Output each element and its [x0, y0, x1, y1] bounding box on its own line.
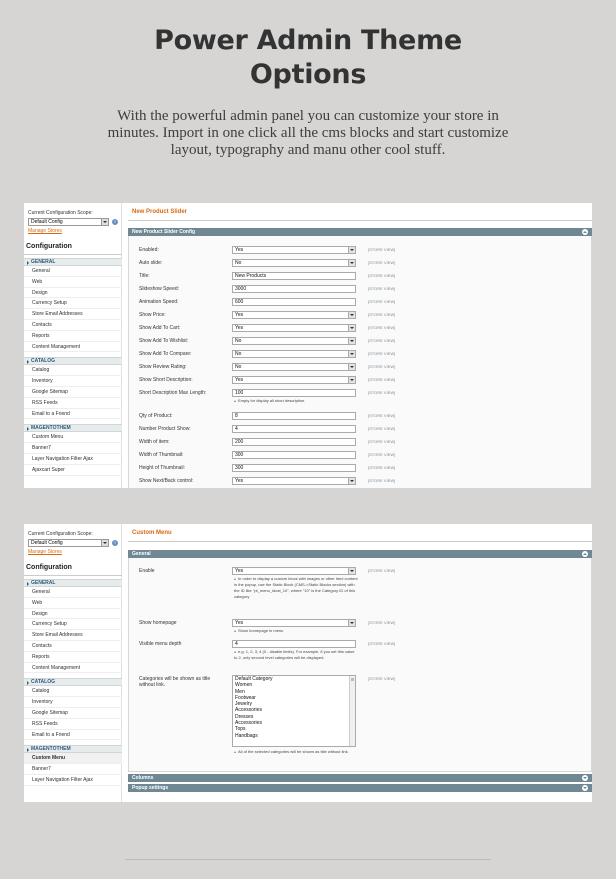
sidebar-section-magentothem[interactable]: MAGENTOTHEM — [24, 424, 122, 432]
scope-tag: [STORE VIEW] — [368, 439, 396, 444]
field-label: Visible menu depth — [139, 641, 182, 647]
hero-title-line1: Power Admin Theme — [154, 25, 462, 56]
chevron-down-icon — [348, 325, 355, 331]
chevron-down-icon — [348, 338, 355, 344]
scope-tag: [STORE VIEW] — [368, 273, 396, 278]
sidebar-item-general[interactable]: General — [24, 266, 122, 277]
sidebar-item-web[interactable]: Web — [24, 277, 122, 288]
field-label: Show homepage — [139, 620, 177, 626]
field-input[interactable] — [232, 285, 356, 293]
field-row — [129, 272, 591, 282]
scope-tag: [STORE VIEW] — [368, 286, 396, 291]
expand-icon[interactable] — [582, 775, 588, 781]
config-main — [128, 203, 592, 488]
field-select[interactable] — [232, 311, 356, 319]
chevron-down-icon — [348, 312, 355, 318]
field-select[interactable] — [232, 259, 356, 267]
scope-tag: [STORE VIEW] — [368, 620, 396, 625]
scope-tag: [STORE VIEW] — [368, 426, 396, 431]
chevron-down-icon — [348, 351, 355, 357]
sidebar-section-general[interactable]: GENERAL — [24, 258, 122, 266]
sidebar-section-catalog[interactable]: CATALOG — [24, 678, 122, 686]
scope-label: Current Configuration Scope: — [28, 210, 93, 216]
field-row — [129, 298, 591, 308]
field-row — [129, 464, 591, 474]
sidebar-item-catalog[interactable]: Catalog — [24, 365, 122, 376]
hero-subtitle: With the powerful admin panel you can customize your store in minutes. Import in one click all the cms blocks and start customize layout, typography and manu other cool stuff. — [107, 108, 509, 158]
category-option[interactable]: Jewelry — [235, 701, 252, 708]
sidebar-item-catalog[interactable]: Catalog — [24, 686, 122, 697]
field-label: Slideshow Speed: — [139, 286, 180, 292]
field-row — [129, 337, 591, 347]
configuration-heading: Configuration — [24, 243, 122, 255]
field-label: Show Add To Compare: — [139, 351, 192, 357]
field-value: 3000 — [235, 286, 247, 292]
chevron-down-icon — [348, 478, 355, 484]
field-select[interactable] — [232, 363, 356, 371]
chevron-down-icon — [101, 540, 108, 546]
depth-note: ▴ e.g. 1, 2, 3, 4 (0 - disable limits). For example, if you set this value to 2, only second level categories will be displayed. — [234, 649, 358, 661]
section-header-new-product-slider-config[interactable] — [128, 228, 592, 236]
homepage-select[interactable] — [232, 619, 356, 627]
field-value: No — [235, 364, 242, 370]
field-value: 300 — [235, 465, 244, 471]
field-label: Qty of Product: — [139, 413, 173, 419]
field-label: Show Short Description: — [139, 377, 193, 383]
homepage-note: ▴ Show homepage in menu — [234, 628, 358, 634]
field-select[interactable] — [232, 477, 356, 485]
section-header-label: New Product Slider Config — [132, 229, 196, 235]
field-row — [129, 324, 591, 334]
field-label: Enabled: — [139, 247, 159, 253]
field-label: Show Next/Back control: — [139, 478, 194, 484]
help-icon[interactable]: ? — [113, 219, 117, 224]
field-row-show-homepage — [129, 619, 591, 629]
field-value: Yes — [235, 312, 244, 318]
footer-divider — [125, 859, 491, 860]
scope-tag: [STORE VIEW] — [368, 299, 396, 304]
chevron-down-icon — [348, 620, 355, 626]
scope-tag: [STORE VIEW] — [368, 351, 396, 356]
scope-tag: [STORE VIEW] — [368, 676, 396, 681]
scope-tag: [STORE VIEW] — [368, 312, 396, 317]
section-header-popup-settings[interactable] — [128, 784, 592, 792]
section-body — [128, 558, 592, 772]
field-label: Show Review Rating: — [139, 364, 187, 370]
scope-tag: [STORE VIEW] — [368, 325, 396, 330]
field-select[interactable] — [232, 324, 356, 332]
sidebar-item-layer-navigation[interactable]: Layer Navigation Filter Ajax — [24, 775, 122, 786]
field-input[interactable] — [232, 464, 356, 472]
field-input[interactable] — [232, 272, 356, 280]
sidebar-item-reports[interactable]: Reports — [24, 652, 122, 663]
sidebar-item-content-management[interactable]: Content Management — [24, 663, 122, 674]
field-value: 300 — [235, 452, 244, 458]
field-value: 8 — [235, 413, 238, 419]
sidebar-item-currency-setup[interactable]: Currency Setup — [24, 619, 122, 630]
field-label: Title: — [139, 273, 150, 279]
manage-stores-link[interactable]: Manage Stores — [28, 549, 62, 555]
expand-icon[interactable] — [582, 785, 588, 791]
field-row — [129, 246, 591, 256]
sidebar-item-contacts[interactable]: Contacts — [24, 641, 122, 652]
field-label: Short Description Max Length: — [139, 390, 207, 396]
field-row — [129, 363, 591, 373]
field-value: Yes — [235, 325, 244, 331]
field-input[interactable] — [232, 298, 356, 306]
sidebar-item-contacts[interactable]: Contacts — [24, 320, 122, 331]
section-header-general[interactable] — [128, 550, 592, 558]
section-header-columns[interactable] — [128, 774, 592, 782]
field-label: Show Price: — [139, 312, 166, 318]
chevron-down-icon — [348, 260, 355, 266]
page-title: Custom Menu — [132, 530, 172, 536]
category-option[interactable]: Tops — [235, 726, 246, 733]
scope-tag: [STORE VIEW] — [368, 260, 396, 265]
sidebar-item-content-management[interactable]: Content Management — [24, 342, 122, 353]
category-option[interactable]: Men — [235, 688, 245, 695]
scope-tag: [STORE VIEW] — [368, 413, 396, 418]
chevron-down-icon — [348, 377, 355, 383]
page-title: New Product Slider — [132, 209, 188, 215]
category-option[interactable]: Handbags — [235, 732, 258, 739]
field-row — [129, 350, 591, 360]
sidebar-item-reports[interactable]: Reports — [24, 331, 122, 342]
sidebar-item-ajaxcart-super[interactable]: Ajaxcart Super — [24, 465, 122, 476]
sidebar-item-store-email-addresses[interactable]: Store Email Addresses — [24, 309, 122, 320]
field-row — [129, 311, 591, 321]
sidebar-item-design[interactable]: Design — [24, 288, 122, 299]
scope-tag: [STORE VIEW] — [368, 364, 396, 369]
scope-select-value: Default Config — [31, 540, 63, 546]
field-row — [129, 451, 591, 461]
collapse-icon[interactable] — [582, 551, 588, 557]
sidebar-section-magentothem[interactable]: MAGENTOTHEM — [24, 745, 122, 753]
field-value: New Products — [235, 273, 267, 279]
sidebar-nav — [24, 579, 122, 786]
field-value: 200 — [235, 439, 244, 445]
sidebar-item-email-to-a-friend[interactable]: Email to a Friend — [24, 730, 122, 741]
sidebar-item-banner7[interactable]: Banner7 — [24, 764, 122, 775]
field-value: Yes — [235, 247, 244, 253]
field-label: Show Add To Wishlist: — [139, 338, 189, 344]
field-row — [129, 438, 591, 448]
scope-tag: [STORE VIEW] — [368, 377, 396, 382]
field-value: Yes — [235, 377, 244, 383]
categories-note: ▴ All of the selected categories will be shown as title without link. — [234, 749, 358, 755]
field-label: Categories will be shown as title without link. — [139, 676, 211, 688]
field-input[interactable] — [232, 425, 356, 433]
field-label: Height of Thumbnail: — [139, 465, 186, 471]
scope-select[interactable] — [28, 539, 109, 547]
sidebar-item-banner7[interactable]: Banner7 — [24, 443, 122, 454]
chevron-down-icon — [101, 219, 108, 225]
category-option[interactable]: Women — [235, 682, 253, 689]
sidebar-item-custom-menu[interactable]: Custom Menu — [24, 432, 122, 443]
category-option[interactable]: Default Category — [235, 676, 273, 682]
field-input[interactable] — [232, 438, 356, 446]
chevron-down-icon — [348, 568, 355, 574]
category-option[interactable]: Accessories — [235, 720, 262, 727]
field-value: No — [235, 351, 242, 357]
sidebar-item-google-sitemap[interactable]: Google Sitemap — [24, 708, 122, 719]
sidebar-item-general[interactable]: General — [24, 587, 122, 598]
sidebar-item-inventory[interactable]: Inventory — [24, 376, 122, 387]
sidebar-item-currency-setup[interactable]: Currency Setup — [24, 298, 122, 309]
sidebar-nav — [24, 258, 122, 476]
field-label: Number Product Show: — [139, 426, 191, 432]
field-row — [129, 259, 591, 269]
sidebar-section-catalog[interactable]: CATALOG — [24, 357, 122, 365]
field-value: 4 — [235, 426, 238, 432]
collapse-icon[interactable] — [582, 229, 588, 235]
scope-select[interactable] — [28, 218, 109, 226]
field-value: 100 — [235, 390, 244, 396]
field-select[interactable] — [232, 350, 356, 358]
scope-tag: [STORE VIEW] — [368, 568, 396, 573]
enable-select[interactable] — [232, 567, 356, 575]
field-select[interactable] — [232, 337, 356, 345]
field-select[interactable] — [232, 246, 356, 254]
field-value: No — [235, 338, 242, 344]
menu-depth-input[interactable]: 4 — [232, 640, 356, 648]
field-value: Yes — [235, 478, 244, 484]
field-row-enable — [129, 567, 591, 577]
config-sidebar — [24, 203, 122, 488]
chevron-down-icon — [348, 247, 355, 253]
enable-note: ▴ In order to display a custom block with images or other html content in the popup, use the Static Block (CMS->Static Blocks section) with the ID like "pt_menu_idcat_10", where "10" is the Category ID of this category — [234, 576, 358, 600]
field-input[interactable] — [232, 412, 356, 420]
config-sidebar-2 — [24, 524, 122, 802]
sidebar-item-web[interactable]: Web — [24, 598, 122, 609]
scope-tag: [STORE VIEW] — [368, 478, 396, 483]
field-label: Width of Thumbnail: — [139, 452, 184, 458]
categories-multiselect[interactable] — [232, 675, 356, 747]
field-row — [129, 477, 591, 487]
config-main-2 — [128, 524, 592, 802]
scope-tag: [STORE VIEW] — [368, 247, 396, 252]
sidebar-item-design[interactable]: Design — [24, 609, 122, 620]
hero-title — [0, 24, 616, 92]
field-label: Enable — [139, 568, 155, 574]
category-option[interactable]: Dresses — [235, 713, 254, 720]
configuration-heading: Configuration — [24, 564, 122, 576]
category-option[interactable]: Footwear — [235, 694, 256, 701]
scrollbar[interactable] — [349, 676, 355, 746]
field-input[interactable] — [232, 451, 356, 459]
section-header-label: Columns — [132, 775, 154, 781]
sidebar-section-general[interactable]: GENERAL — [24, 579, 122, 587]
scope-select-value: Default Config — [31, 219, 63, 225]
sidebar-item-email-to-a-friend[interactable]: Email to a Friend — [24, 409, 122, 420]
scope-label: Current Configuration Scope: — [28, 531, 93, 537]
help-icon[interactable]: ? — [113, 540, 117, 545]
field-value: 600 — [235, 299, 244, 305]
field-input[interactable] — [232, 389, 356, 397]
field-row — [129, 389, 591, 399]
field-value: No — [235, 260, 242, 266]
scope-tag: [STORE VIEW] — [368, 338, 396, 343]
sidebar-item-store-email-addresses[interactable]: Store Email Addresses — [24, 630, 122, 641]
hero-title-line2: Options — [249, 59, 367, 90]
field-label: Auto slide: — [139, 260, 163, 266]
scope-tag: [STORE VIEW] — [368, 390, 396, 395]
scope-tag: [STORE VIEW] — [368, 452, 396, 457]
admin-screenshot-custom-menu — [24, 524, 592, 802]
sidebar-item-inventory[interactable]: Inventory — [24, 697, 122, 708]
field-label: Show Add To Cart: — [139, 325, 181, 331]
field-row — [129, 376, 591, 386]
sidebar-item-rss-feeds[interactable]: RSS Feeds — [24, 398, 122, 409]
sidebar-item-custom-menu[interactable]: Custom Menu — [24, 753, 122, 764]
field-row — [129, 425, 591, 435]
sidebar-item-rss-feeds[interactable]: RSS Feeds — [24, 719, 122, 730]
enable-value: Yes — [235, 568, 244, 574]
short-desc-note: ▴ Empty for display all short description. — [234, 398, 358, 404]
chevron-down-icon — [348, 364, 355, 370]
section-header-label: Popup settings — [132, 785, 169, 791]
scope-tag: [STORE VIEW] — [368, 641, 396, 646]
field-row-menu-depth — [129, 640, 591, 650]
field-label: Animation Speed: — [139, 299, 179, 305]
scope-tag: [STORE VIEW] — [368, 465, 396, 470]
sidebar-item-layer-navigation[interactable]: Layer Navigation Filter Ajax — [24, 454, 122, 465]
field-row — [129, 412, 591, 422]
manage-stores-link[interactable]: Manage Stores — [28, 228, 62, 234]
sidebar-item-google-sitemap[interactable]: Google Sitemap — [24, 387, 122, 398]
field-select[interactable] — [232, 376, 356, 384]
category-option[interactable]: Accessories — [235, 707, 262, 714]
admin-screenshot-new-product-slider — [24, 203, 592, 488]
section-body — [128, 236, 592, 488]
field-label: Width of item: — [139, 439, 170, 445]
field-row — [129, 285, 591, 295]
homepage-value: Yes — [235, 620, 244, 626]
section-header-label: General — [132, 551, 151, 557]
